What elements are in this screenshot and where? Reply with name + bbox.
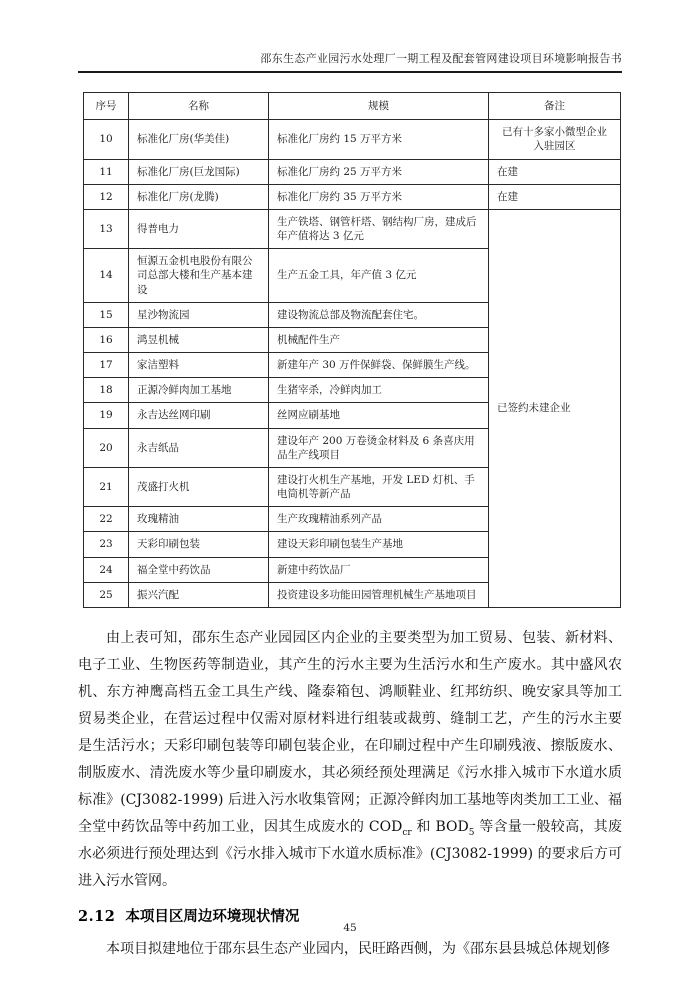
cell-scale: 标准化厂房约 25 万平方米 [269, 159, 489, 184]
cell-name: 茂盛打火机 [129, 467, 269, 506]
page-content [78, 92, 622, 963]
cell-scale: 生产铁塔、钢管杆塔、钢结构厂房，建成后年产值将达 3 亿元 [269, 209, 489, 248]
cell-no: 14 [84, 249, 129, 303]
cell-name: 恒源五金机电股份有限公司总部大楼和生产基本建设 [129, 249, 269, 303]
cell-no: 18 [84, 378, 129, 403]
cell-no: 10 [84, 120, 129, 159]
para1-text-2: 和 BOD [411, 818, 469, 835]
cell-no: 22 [84, 507, 129, 532]
cell-scale: 生猪宰杀，冷鲜肉加工 [269, 378, 489, 403]
cell-no: 25 [84, 582, 129, 607]
para1-text-1: 由上表可知，邵东生态产业园园区内企业的主要类型为加工贸易、包装、新材料、电子工业、生物医药等制造业，其产生的污水主要为生活污水和生产废水。其中盛风农机、东方神鹰高档五金工具生产线、隆泰箱包、鸿顺鞋业、红邦纺织、晚安家具等加工贸易类企业，在营运过程中仅需对原材料进行组装或裁剪、缝制工艺，产生的污水主要是生活污水；天彩印刷包装等印刷包装企业，在印刷过程中产生印刷残液、擦版废水、制版废水、清洗废水等少量印刷废水，其必须经预处理满足《污水排入城市下水道水质标准》(CJ3082-1999) 后进入污水收集管网；正源冷鲜肉加工基地等肉类加工工业、福全堂中药饮品等中药加工业，因其生成废水的 COD [78, 629, 622, 835]
cell-no: 11 [84, 159, 129, 184]
cod-subscript: cr [402, 827, 412, 838]
column-header-name: 名称 [129, 93, 269, 120]
cell-name: 得普电力 [129, 209, 269, 248]
section-number: 2.12 [78, 907, 116, 925]
cell-scale: 投资建设多功能田园管理机械生产基地项目 [269, 582, 489, 607]
page-number: 45 [343, 922, 357, 934]
cell-no: 16 [84, 327, 129, 352]
cell-scale: 丝网应刷基地 [269, 403, 489, 428]
table-row [84, 120, 621, 159]
cell-scale: 机械配件生产 [269, 327, 489, 352]
cell-scale: 标准化厂房约 35 万平方米 [269, 184, 489, 209]
bod-subscript: 5 [468, 827, 475, 838]
cell-remark: 在建 [489, 184, 621, 209]
column-header-remark: 备注 [489, 93, 621, 120]
cell-name: 标准化厂房(华美佳) [129, 120, 269, 159]
cell-no: 20 [84, 428, 129, 467]
cell-remark-merged: 已签约未建企业 [489, 209, 621, 607]
cell-scale: 生产玫瑰精油系列产品 [269, 507, 489, 532]
cell-scale: 建设天彩印刷包装生产基地 [269, 532, 489, 557]
cell-scale: 标准化厂房约 15 万平方米 [269, 120, 489, 159]
cell-name: 福全堂中药饮品 [129, 557, 269, 582]
body-text [78, 625, 622, 963]
cell-name: 玫瑰精油 [129, 507, 269, 532]
table-header-row [84, 93, 621, 120]
cell-scale: 新建年产 30 万件保鲜袋、保鲜膜生产线。 [269, 353, 489, 378]
cell-name: 天彩印刷包装 [129, 532, 269, 557]
section-title: 本项目区周边环境现状情况 [125, 907, 300, 925]
cell-no: 12 [84, 184, 129, 209]
cell-scale: 建设打火机生产基地，开发 LED 灯机、手电筒机等新产品 [269, 467, 489, 506]
cell-no: 23 [84, 532, 129, 557]
table-row [84, 184, 621, 209]
cell-remark: 已有十多家小微型企业入驻园区 [489, 120, 621, 159]
column-header-scale: 规模 [269, 93, 489, 120]
enterprise-table [83, 92, 621, 608]
cell-remark: 在建 [489, 159, 621, 184]
cell-no: 19 [84, 403, 129, 428]
cell-no: 17 [84, 353, 129, 378]
table-row [84, 159, 621, 184]
cell-name: 标准化厂房(龙腾) [129, 184, 269, 209]
cell-name: 标准化厂房(巨龙国际) [129, 159, 269, 184]
header-divider-rule [78, 71, 622, 73]
cell-name: 正源冷鲜肉加工基地 [129, 378, 269, 403]
cell-name: 星沙物流园 [129, 302, 269, 327]
cell-name: 振兴汽配 [129, 582, 269, 607]
cell-no: 15 [84, 302, 129, 327]
cell-name: 永吉纸品 [129, 428, 269, 467]
cell-name: 鸿昱机械 [129, 327, 269, 352]
cell-name: 家洁塑料 [129, 353, 269, 378]
paragraph-project-location: 本项目拟建地位于邵东县生态产业园内，民旺路西侧，为《邵东县县城总体规划修 [106, 940, 610, 957]
cell-scale: 建设年产 200 万卷烫金材料及 6 条喜庆用品生产线项目 [269, 428, 489, 467]
cell-name: 永吉达丝网印刷 [129, 403, 269, 428]
running-header-title: 邵东生态产业园污水处理厂一期工程及配套管网建设项目环境影响报告书 [260, 52, 622, 65]
cell-no: 13 [84, 209, 129, 248]
cell-scale: 生产五金工具，年产值 3 亿元 [269, 249, 489, 303]
cell-scale: 新建中药饮品厂 [269, 557, 489, 582]
column-header-no: 序号 [84, 93, 129, 120]
paragraph-industry-analysis [78, 625, 622, 895]
para1-text-3: 等含量一般较高，其废水必须进行预处理达到《污水排入城市下水道水质标准》(CJ3082-1999) 的要求后方可进入污水管网。 [78, 818, 622, 889]
cell-no: 21 [84, 467, 129, 506]
table-row [84, 209, 621, 248]
cell-scale: 建设物流总部及物流配套住宅。 [269, 302, 489, 327]
cell-no: 24 [84, 557, 129, 582]
